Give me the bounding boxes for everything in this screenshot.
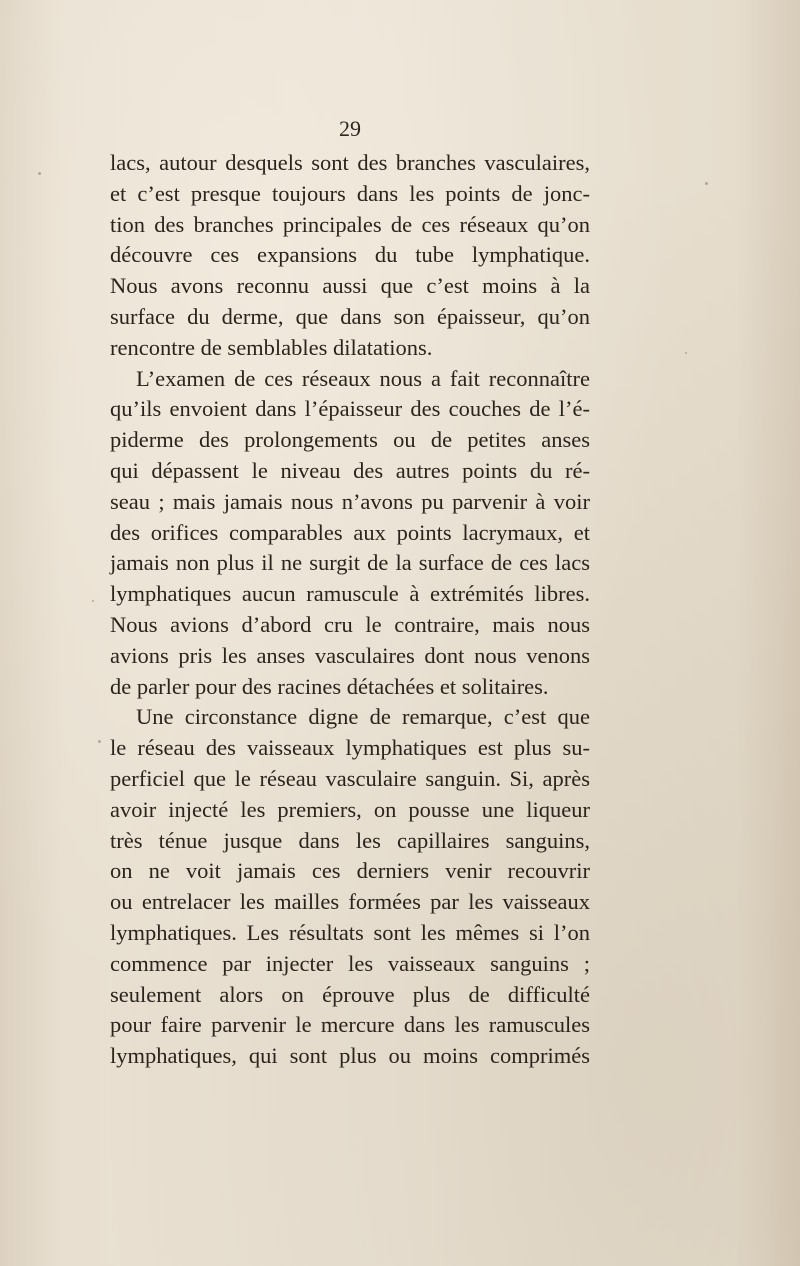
paper-speck [705, 182, 708, 185]
text-line: très ténue jusque dans les capillaires sanguins, [110, 827, 590, 853]
text-line: lacs, autour desquels sont des branches vasculaires, [110, 150, 590, 175]
text-line: avions pris les anses vasculaires dont nous venons [110, 642, 590, 668]
text-line: qu’ils envoient dans l’épaisseur des couches de l’é- [110, 396, 590, 422]
text-line: Nous avions d’abord cru le contraire, mais nous [110, 611, 590, 637]
text-line: piderme des prolongements ou de petites anses [110, 427, 590, 453]
text-line: seau ; mais jamais nous n’avons pu parvenir à voir [110, 488, 590, 514]
text-line: des orifices comparables aux points lacrymaux, et [110, 519, 590, 545]
paper-speck [92, 600, 94, 602]
text-line: avoir injecté les premiers, on pousse une liqueur [110, 796, 590, 822]
body-text [110, 148, 590, 1072]
text-line: lymphatiques, qui sont plus ou moins comprimés [110, 1043, 590, 1069]
text-line: tion des branches principales de ces réseaux qu’on [110, 211, 590, 237]
paper-speck [685, 352, 687, 354]
text-line: le réseau des vaisseaux lymphatiques est plus su- [110, 735, 590, 761]
text-line: surface du derme, que dans son épaisseur, qu’on [110, 303, 590, 329]
text-line: pour faire parvenir le mercure dans les ramuscules [110, 1012, 590, 1038]
text-line: Une circonstance digne de remarque, c’est que [136, 704, 590, 730]
text-line: commence par injecter les vaisseaux sanguins ; [110, 950, 590, 976]
text-line: de parler pour des racines détachées et solitaires. [110, 673, 549, 699]
text-line: Nous avons reconnu aussi que c’est moins à la [110, 273, 590, 299]
text-line: qui dépassent le niveau des autres points du ré- [110, 457, 590, 483]
text-line: découvre ces expansions du tube lymphatique. [110, 242, 590, 268]
text-line: L’examen de ces réseaux nous a fait reconnaître [136, 365, 590, 391]
page-number: 29 [339, 116, 361, 141]
text-line: perficiel que le réseau vasculaire sanguin. Si, après [110, 765, 590, 791]
text-line: rencontre de semblables dilatations. [110, 334, 433, 360]
text-line: on ne voit jamais ces derniers venir recouvrir [110, 858, 590, 884]
text-line: lymphatiques aucun ramuscule à extrémités libres. [110, 581, 590, 607]
text-line: et c’est presque toujours dans les points de jonc- [110, 180, 590, 206]
text-line: lymphatiques. Les résultats sont les mêmes si l’on [110, 919, 590, 945]
text-line: ou entrelacer les mailles formées par les vaisseaux [110, 889, 590, 915]
paper-speck [98, 740, 101, 743]
text-line: jamais non plus il ne surgit de la surface de ces lacs [110, 550, 590, 576]
text-line: seulement alors on éprouve plus de difficulté [110, 981, 590, 1007]
paper-speck [38, 172, 41, 175]
